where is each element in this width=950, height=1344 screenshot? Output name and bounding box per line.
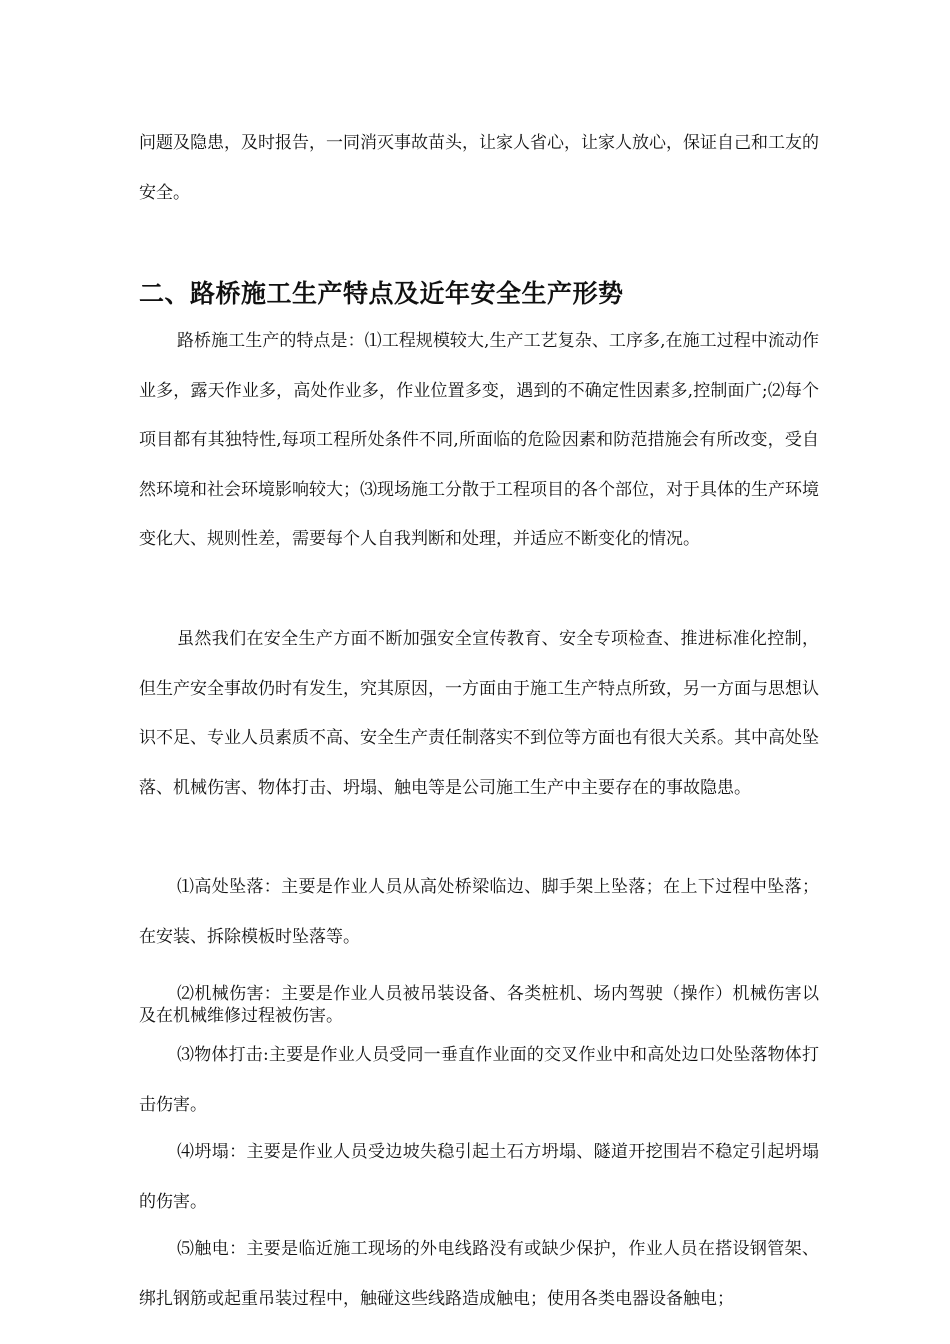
section-heading: 二、路桥施工生产特点及近年安全生产形势 — [139, 279, 624, 308]
paragraph-electric-shock: ⑸触电：主要是临近施工现场的外电线路没有或缺少保护，作业人员在搭设钢管架、绑扎钢筋或起重吊装过程中，触碰这些线路造成触电；使用各类电器设备触电； — [139, 1239, 819, 1309]
paragraph-mechanical-injury: ⑵机械伤害：主要是作业人员被吊装设备、各类桩机、场内驾驶（操作）机械伤害以及在机械维修过程被伤害。 — [139, 984, 819, 1026]
continuation-paragraph: 问题及隐患，及时报告，一同消灭事故苗头，让家人省心，让家人放心，保证自己和工友的安全。 — [139, 133, 819, 203]
paragraph-high-fall: ⑴高处坠落：主要是作业人员从高处桥梁临边、脚手架上坠落；在上下过程中坠落；在安装、拆除模板时坠落等。 — [139, 877, 819, 947]
paragraph-object-strike: ⑶物体打击:主要是作业人员受同一垂直作业面的交叉作业中和高处边口处坠落物体打击伤害。 — [139, 1045, 819, 1115]
paragraph-safety-situation: 虽然我们在安全生产方面不断加强安全宣传教育、安全专项检查、推进标准化控制，但生产安全事故仍时有发生，究其原因，一方面由于施工生产特点所致，另一方面与思想认识不足、专业人员素质不高、安全生产责任制落实不到位等方面也有很大关系。其中高处坠落、机械伤害、物体打击、坍塌、触电等是公司施工生产中主要存在的事故隐患。 — [139, 629, 819, 798]
paragraph-construction-features: 路桥施工生产的特点是：⑴工程规模较大,生产工艺复杂、工序多,在施工过程中流动作业多，露天作业多，高处作业多，作业位置多变，遇到的不确定性因素多,控制面广;⑵每个项目都有其独特性,每项工程所处条件不同,所面临的危险因素和防范措施会有所改变，受自然环境和社会环境影响较大；⑶现场施工分散于工程项目的各个部位，对于具体的生产环境变化大、规则性差，需要每个人自我判断和处理，并适应不断变化的情况。 — [139, 331, 819, 549]
paragraph-collapse: ⑷坍塌：主要是作业人员受边坡失稳引起土石方坍塌、隧道开挖围岩不稳定引起坍塌的伤害。 — [139, 1142, 819, 1212]
